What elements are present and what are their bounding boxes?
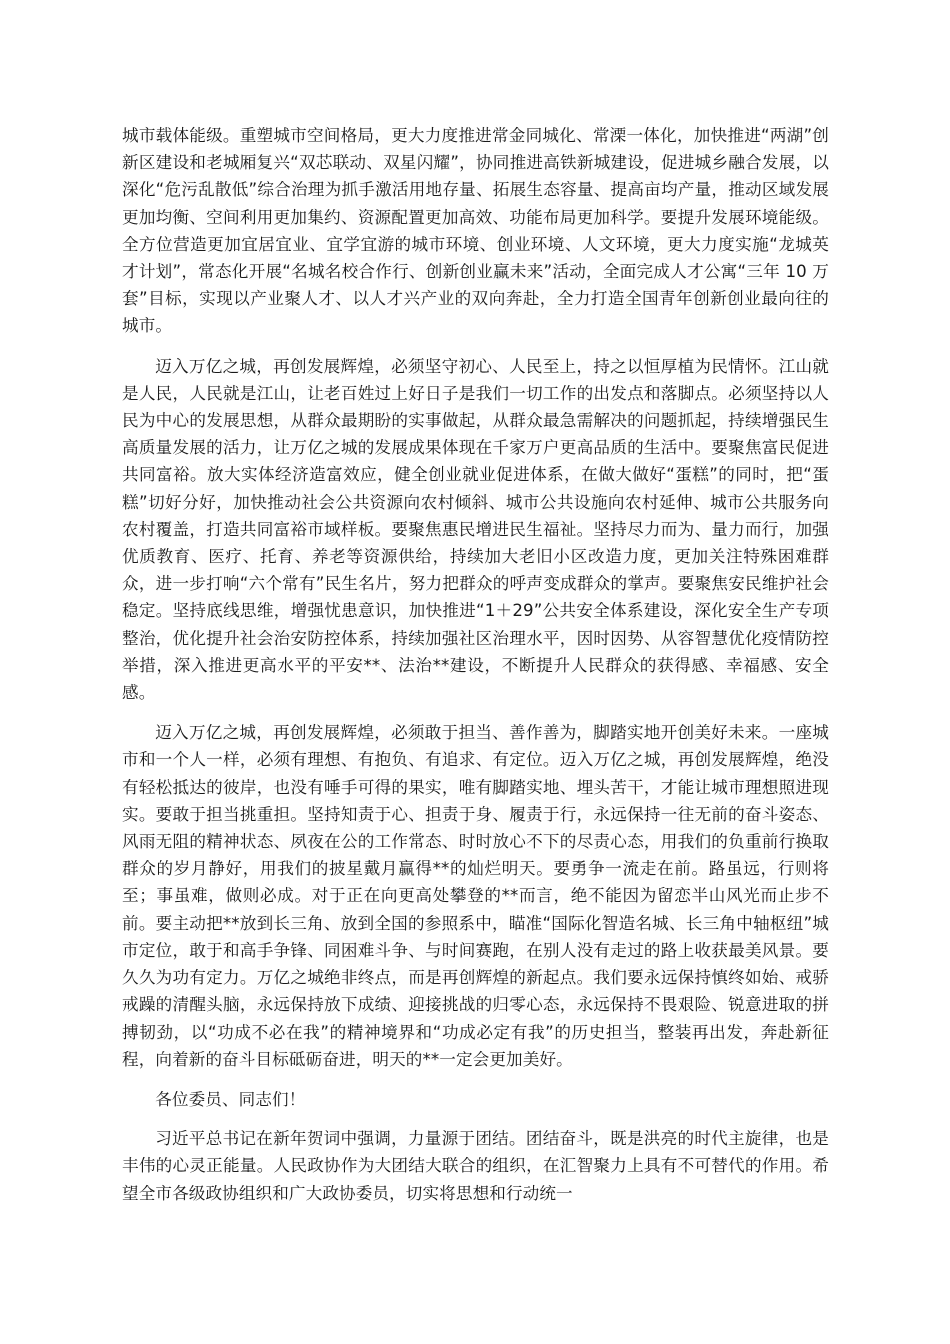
paragraph-salutation: 各位委员、同志们！: [155, 1089, 306, 1109]
document-page: [122, 122, 829, 1220]
paragraph-responsibility: 迈入万亿之城，再创发展辉煌，必须敢于担当、善作善为，脚踏实地开创美好未来。一座城市和一个人一样，必须有理想、有抱负、有追求、有定位。迈入万亿之城，再创发展辉煌，绝没有轻松抵达的彼岸，也没有唾手可得的果实，唯有脚踏实地、埋头苦干，才能让城市理想照进现实。要敢于担当挑重担。坚持知责于心、担责于身、履责于行，永远保持一往无前的奋斗姿态、风雨无阻的精神状态、夙夜在公的工作常态、时时放心不下的尽责心态，用我们的负重前行换取群众的岁月静好，用我们的披星戴月赢得**的灿烂明天。要勇争一流走在前。路虽远，行则将至；事虽难，做则必成。对于正在向更高处攀登的**而言，绝不能因为留恋半山风光而止步不前。要主动把**放到长三角、放到全国的参照系中，瞄准“国际化智造名城、长三角中轴枢纽”城市定位，敢于和高手争锋、同困难斗争、与时间赛跑，在别人没有走过的路上收获最美风景。要久久为功有定力。万亿之城绝非终点，而是再创辉煌的新起点。我们要永远保持慎终如始、戒骄戒躁的清醒头脑，永远保持放下成绩、迎接挑战的归零心态，永远保持不畏艰险、锐意进取的拼搏韧劲，以“功成不必在我”的精神境界和“功成必定有我”的历史担当，整装再出发，奔赴新征程，向着新的奋斗目标砥砺奋进，明天的**一定会更加美好。: [122, 723, 829, 1069]
paragraph-unity: 习近平总书记在新年贺词中强调，力量源于团结。团结奋斗，既是洪亮的时代主旋律，也是丰伟的心灵正能量。人民政协作为大团结大联合的组织，在汇智聚力上具有不可替代的作用。希望全市各级政协组织和广大政协委员，切实将思想和行动统一: [122, 1129, 829, 1203]
paragraph-people-first: 迈入万亿之城，再创发展辉煌，必须坚守初心、人民至上，持之以恒厚植为民情怀。江山就是人民，人民就是江山，让老百姓过上好日子是我们一切工作的出发点和落脚点。必须坚持以人民为中心的发展思想，从群众最期盼的实事做起，从群众最急需解决的问题抓起，持续增强民生高质量发展的活力，让万亿之城的发展成果体现在千家万户更高品质的生活中。要聚焦富民促进共同富裕。放大实体经济造富效应，健全创业就业促进体系，在做大做好“蛋糕”的同时，把“蛋糕”切好分好，加快推动社会公共资源向农村倾斜、城市公共设施向农村延伸、城市公共服务向农村覆盖，打造共同富裕市域样板。要聚焦惠民增进民生福祉。坚持尽力而为、量力而行，加强优质教育、医疗、托育、养老等资源供给，持续加大老旧小区改造力度，更加关注特殊困难群众，进一步打响“六个常有”民生名片，努力把群众的呼声变成群众的掌声。要聚焦安民维护社会稳定。坚持底线思维，增强忧患意识，加快推进“1＋29”公共安全体系建设，深化安全生产专项整治，优化提升社会治安防控体系，持续加强社区治理水平，因时因势、从容智慧优化疫情防控举措，深入推进更高水平的平安**、法治**建设，不断提升人民群众的获得感、幸福感、安全感。: [122, 356, 829, 703]
paragraph-urban-capacity: 城市载体能级。重塑城市空间格局，更大力度推进常金同城化、常溧一体化，加快推进“两湖”创新区建设和老城厢复兴“双芯联动、双星闪耀”，协同推进高铁新城建设，促进城乡融合发展，以深化“危污乱散低”综合治理为抓手激活用地存量、拓展生态容量、提高亩均产量，推动区域发展更加均衡、空间利用更加集约、资源配置更加高效、功能布局更加科学。要提升发展环境能级。全方位营造更加宜居宜业、宜学宜游的城市环境、创业环境、人文环境，更大力度实施“龙城英才计划”，常态化开展“名城名校合作行、创新创业赢未来”活动，全面完成人才公寓“三年 10 万套”目标，实现以产业聚人才、以人才兴产业的双向奔赴，全力打造全国青年创新创业最向往的城市。: [122, 126, 829, 336]
